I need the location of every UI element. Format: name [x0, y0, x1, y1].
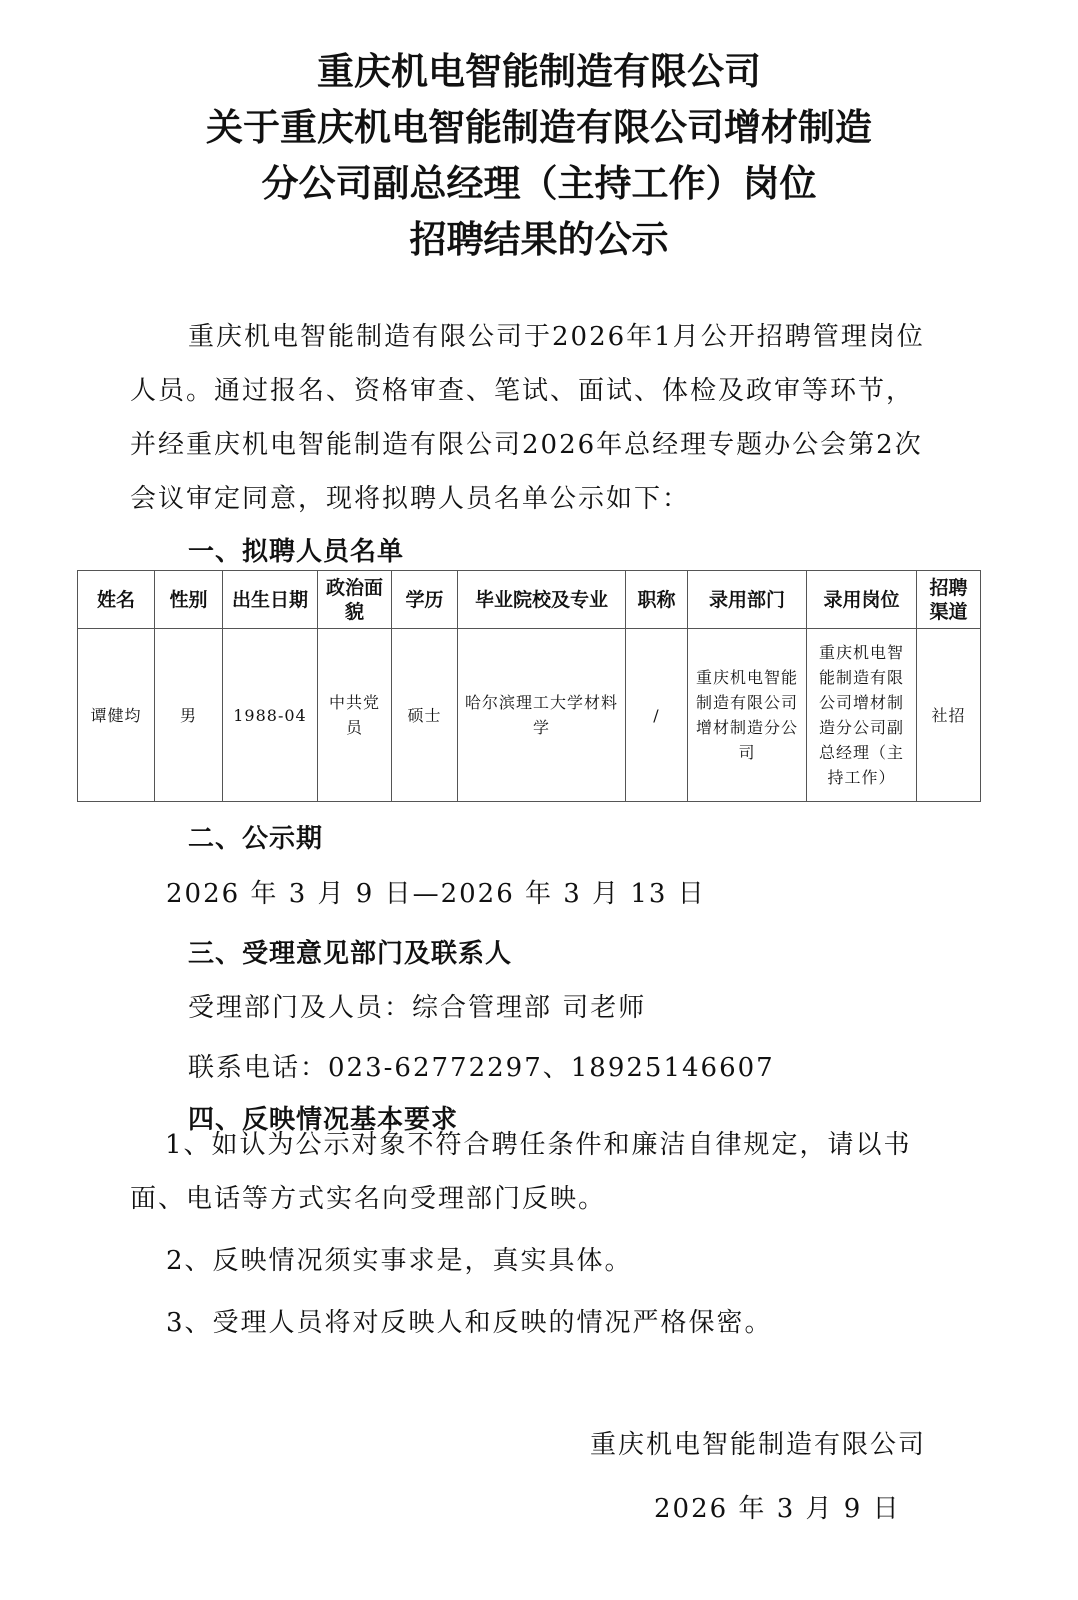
- cell-birth-date: 1988-04: [223, 629, 318, 802]
- title-line-1: 重庆机电智能制造有限公司: [317, 50, 761, 93]
- requirement-3: 3、受理人员将对反映人和反映的情况严格保密。: [166, 1308, 773, 1338]
- contact-phone: 联系电话：023-62772297、18925146607: [188, 1053, 775, 1083]
- cell-name: 谭健均: [78, 629, 155, 802]
- column-header: 毕业院校及专业: [458, 571, 626, 629]
- candidate-table: [77, 570, 981, 802]
- column-header: 录用岗位: [807, 571, 917, 629]
- column-header: 姓名: [78, 571, 155, 629]
- section-1-heading: 一、拟聘人员名单: [188, 537, 405, 567]
- table-header-row: [78, 571, 981, 629]
- intro-paragraph: [130, 310, 940, 526]
- intro-text: 重庆机电智能制造有限公司于2026年1月公开招聘管理岗位人员。通过报名、资格审查、笔试、面试、体检及政审等环节，并经重庆机电智能制造有限公司2026年总经理专题办公会第2次会议审定同意，现将拟聘人员名单公示如下：: [130, 322, 925, 514]
- signature-org: 重庆机电智能制造有限公司: [590, 1430, 927, 1460]
- cell-school-major: 哈尔滨理工大学材料学: [458, 629, 626, 802]
- title-line-3: 分公司副总经理（主持工作）岗位: [261, 162, 817, 205]
- column-header: 录用部门: [688, 571, 807, 629]
- signature-date: 2026 年 3 月 9 日: [654, 1494, 901, 1524]
- requirement-1-text: 1、如认为公示对象不符合聘任条件和廉洁自律规定，请以书面、电话等方式实名向受理部门反映。: [130, 1130, 912, 1214]
- contact-department: 受理部门及人员：综合管理部 司老师: [188, 993, 647, 1023]
- column-header: 职称: [626, 571, 688, 629]
- cell-channel: 社招: [917, 629, 981, 802]
- column-header: 政治面貌: [318, 571, 392, 629]
- cell-gender: 男: [155, 629, 223, 802]
- cell-education: 硕士: [392, 629, 458, 802]
- title-line-4: 招聘结果的公示: [409, 218, 669, 261]
- title-line-2: 关于重庆机电智能制造有限公司增材制造: [206, 106, 872, 149]
- cell-title: /: [626, 629, 688, 802]
- document-title: [0, 44, 1078, 268]
- requirement-2: 2、反映情况须实事求是，真实具体。: [166, 1246, 633, 1276]
- section-2-heading: 二、公示期: [188, 824, 324, 854]
- column-header: 学历: [392, 571, 458, 629]
- section-3-heading: 三、受理意见部门及联系人: [188, 939, 513, 969]
- notice-period: 2026 年 3 月 9 日—2026 年 3 月 13 日: [166, 879, 706, 909]
- column-header: 出生日期: [223, 571, 318, 629]
- requirement-1: [130, 1118, 940, 1226]
- column-header: 招聘渠道: [917, 571, 981, 629]
- section-4-heading: 四、反映情况基本要求: [188, 1105, 459, 1135]
- cell-position: 重庆机电智能制造有限公司增材制造分公司副总经理（主持工作）: [807, 629, 917, 802]
- table-row: [78, 629, 981, 802]
- cell-political-status: 中共党员: [318, 629, 392, 802]
- cell-department: 重庆机电智能制造有限公司增材制造分公司: [688, 629, 807, 802]
- column-header: 性别: [155, 571, 223, 629]
